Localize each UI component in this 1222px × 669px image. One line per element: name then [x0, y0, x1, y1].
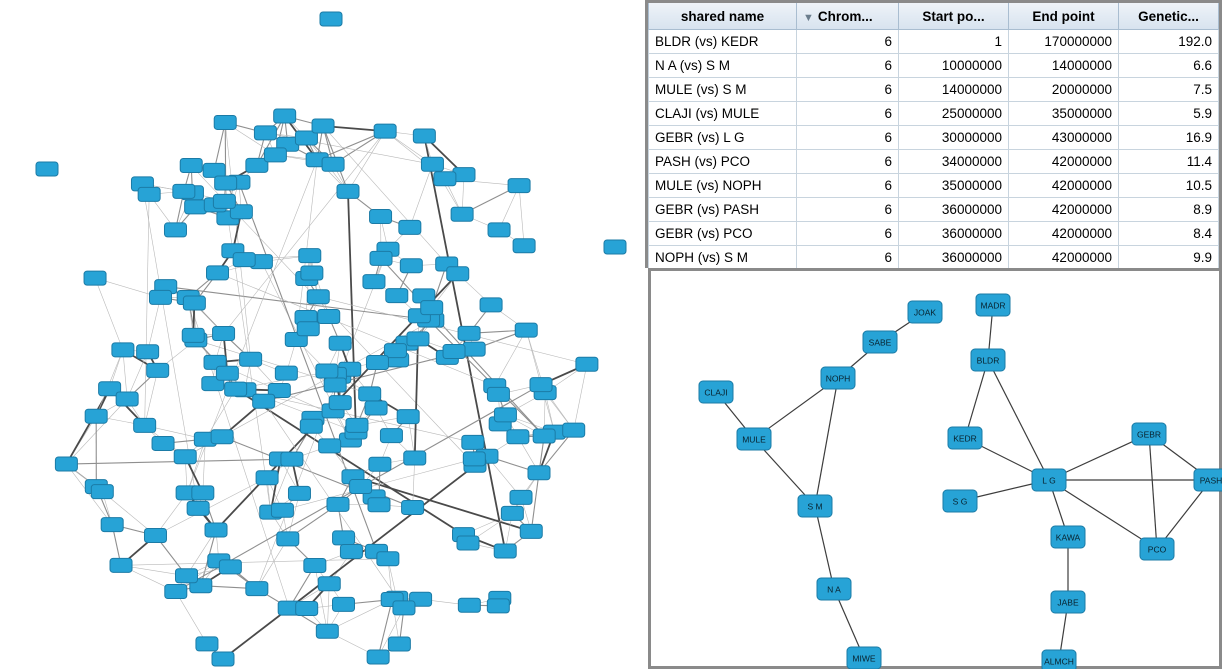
table-row[interactable]: [649, 150, 1219, 174]
cell-genetic[interactable]: 6.6: [1119, 54, 1219, 78]
subnetwork-node[interactable]: [1132, 423, 1166, 445]
subnetwork-node-label: L G: [1042, 475, 1056, 486]
subnetwork-node-shape[interactable]: [976, 294, 1010, 316]
cell-shared-name[interactable]: N A (vs) S M: [649, 54, 797, 78]
cell-chromosome[interactable]: 6: [797, 126, 899, 150]
subnetwork-node-shape[interactable]: [737, 428, 771, 450]
cell-chromosome[interactable]: 6: [797, 30, 899, 54]
cell-chromosome[interactable]: 6: [797, 78, 899, 102]
large-network-node[interactable]: [277, 532, 299, 546]
large-network-edge[interactable]: [145, 370, 158, 425]
large-network-node[interactable]: [312, 119, 334, 133]
large-network-edge[interactable]: [176, 592, 207, 644]
subnetwork-node[interactable]: [847, 647, 881, 669]
large-network-node[interactable]: [533, 429, 555, 443]
large-network-node[interactable]: [370, 251, 392, 265]
subnetwork-node[interactable]: [1051, 526, 1085, 548]
cell-start-point[interactable]: 1: [899, 30, 1009, 54]
large-network-node[interactable]: [91, 485, 113, 499]
large-network-node[interactable]: [322, 157, 344, 171]
large-network-node[interactable]: [225, 382, 247, 396]
cell-genetic[interactable]: 5.9: [1119, 102, 1219, 126]
subnetwork-node-label: MADR: [980, 300, 1006, 311]
subnetwork-nodes[interactable]: [699, 294, 1222, 669]
large-network-node[interactable]: [307, 290, 329, 304]
large-network-node[interactable]: [116, 392, 138, 406]
large-network-node[interactable]: [112, 343, 134, 357]
subnetwork-node-label: S G: [952, 496, 968, 507]
edge-table[interactable]: [648, 3, 1219, 270]
large-network-node[interactable]: [530, 378, 552, 392]
large-network-node[interactable]: [463, 342, 485, 356]
subnetwork-node-shape[interactable]: [699, 381, 733, 403]
large-network-node[interactable]: [101, 518, 123, 532]
large-network-node[interactable]: [400, 259, 422, 273]
large-network-node[interactable]: [367, 650, 389, 664]
large-network-node[interactable]: [458, 598, 480, 612]
subnetwork-node[interactable]: [1194, 469, 1222, 491]
subnetwork-node[interactable]: [1051, 591, 1085, 613]
large-network-node[interactable]: [324, 378, 346, 392]
large-network-node[interactable]: [487, 387, 509, 401]
large-network-node[interactable]: [297, 322, 319, 336]
large-network-edge[interactable]: [574, 364, 587, 430]
cell-genetic[interactable]: 11.4: [1119, 150, 1219, 174]
cell-shared-name[interactable]: NOPH (vs) S M: [649, 246, 797, 270]
subnetwork-node[interactable]: [1032, 469, 1066, 491]
large-network-node[interactable]: [216, 366, 238, 380]
large-network-node[interactable]: [36, 162, 58, 176]
subnetwork-node-label: KEDR: [953, 433, 977, 444]
large-network-node[interactable]: [165, 585, 187, 599]
large-network-node[interactable]: [213, 194, 235, 208]
cell-genetic[interactable]: 8.9: [1119, 198, 1219, 222]
cell-chromosome[interactable]: 6: [797, 150, 899, 174]
large-network-node[interactable]: [399, 220, 421, 234]
large-network-node[interactable]: [138, 187, 160, 201]
table-header-row: [649, 3, 1219, 30]
subnetwork-node[interactable]: [863, 331, 897, 353]
large-network-node[interactable]: [359, 387, 381, 401]
cell-start-point[interactable]: 30000000: [899, 126, 1009, 150]
large-network-node[interactable]: [318, 577, 340, 591]
large-network-node[interactable]: [299, 249, 321, 263]
large-network-node[interactable]: [388, 637, 410, 651]
large-network-node[interactable]: [320, 12, 342, 26]
large-network-node[interactable]: [147, 363, 169, 377]
large-network-node[interactable]: [149, 290, 171, 304]
filter-icon[interactable]: ▼: [803, 11, 814, 24]
large-network-node[interactable]: [182, 328, 204, 342]
large-network-node[interactable]: [407, 332, 429, 346]
cell-chromosome[interactable]: 6: [797, 102, 899, 126]
subnetwork-node-label: MULE: [742, 434, 766, 445]
large-network-node[interactable]: [137, 345, 159, 359]
subnetwork-edge[interactable]: [965, 360, 988, 438]
column-header-chromosome-label: Chrom...: [817, 8, 873, 24]
cell-genetic[interactable]: 16.9: [1119, 126, 1219, 150]
large-network-node[interactable]: [174, 450, 196, 464]
large-network-node[interactable]: [510, 490, 532, 504]
large-network-node[interactable]: [402, 500, 424, 514]
subnetwork-node-label: S M: [807, 501, 823, 512]
large-network-edge[interactable]: [348, 131, 385, 191]
large-network-node[interactable]: [333, 531, 355, 545]
large-network-node[interactable]: [363, 275, 385, 289]
cell-end-point[interactable]: 170000000: [1009, 30, 1119, 54]
large-network-node[interactable]: [196, 637, 218, 651]
subnetwork-node[interactable]: [699, 381, 733, 403]
cell-end-point[interactable]: 14000000: [1009, 54, 1119, 78]
subnetwork-node[interactable]: [943, 490, 977, 512]
cell-end-point[interactable]: 42000000: [1009, 150, 1119, 174]
table-row[interactable]: [649, 198, 1219, 222]
cell-chromosome[interactable]: 6: [797, 222, 899, 246]
cell-genetic[interactable]: 7.5: [1119, 78, 1219, 102]
subnetwork-node-shape[interactable]: [943, 490, 977, 512]
large-network-node[interactable]: [213, 327, 235, 341]
subnetwork-edge[interactable]: [815, 378, 838, 506]
large-network-node[interactable]: [233, 253, 255, 267]
large-network-node[interactable]: [187, 501, 209, 515]
subnetwork-view[interactable]: [648, 268, 1222, 669]
large-network-node[interactable]: [434, 172, 456, 186]
large-network-node[interactable]: [337, 184, 359, 198]
table-row[interactable]: [649, 222, 1219, 246]
table-row[interactable]: [649, 126, 1219, 150]
large-network-node[interactable]: [463, 452, 485, 466]
large-network-node[interactable]: [327, 497, 349, 511]
large-network-node[interactable]: [563, 423, 585, 437]
subnetwork-node-label: JOAK: [913, 307, 937, 318]
column-header-shared-name-label: shared name: [680, 8, 765, 24]
subnetwork-node-shape[interactable]: [798, 495, 832, 517]
large-network-node[interactable]: [576, 357, 598, 371]
large-network-node[interactable]: [281, 452, 303, 466]
large-network-node[interactable]: [366, 355, 388, 369]
large-network-node[interactable]: [203, 163, 225, 177]
large-network-node[interactable]: [443, 345, 465, 359]
large-network-node[interactable]: [274, 109, 296, 123]
cell-end-point[interactable]: 35000000: [1009, 102, 1119, 126]
large-network-node[interactable]: [319, 439, 341, 453]
large-network-node[interactable]: [451, 207, 473, 221]
cell-genetic[interactable]: 9.9: [1119, 246, 1219, 270]
large-network-node[interactable]: [296, 602, 318, 616]
large-network-node[interactable]: [253, 394, 275, 408]
cell-shared-name[interactable]: GEBR (vs) L G: [649, 126, 797, 150]
subnetwork-node[interactable]: [821, 367, 855, 389]
large-network-node[interactable]: [264, 148, 286, 162]
subnetwork-node[interactable]: [737, 428, 771, 450]
large-network-node[interactable]: [144, 529, 166, 543]
cell-start-point[interactable]: 36000000: [899, 246, 1009, 270]
cell-end-point[interactable]: 42000000: [1009, 198, 1119, 222]
large-network-node[interactable]: [380, 429, 402, 443]
cell-end-point[interactable]: 42000000: [1009, 222, 1119, 246]
subnetwork-edge[interactable]: [988, 360, 1049, 480]
subnetwork-node[interactable]: [908, 301, 942, 323]
subnetwork-node-shape[interactable]: [847, 647, 881, 669]
cell-start-point[interactable]: 36000000: [899, 222, 1009, 246]
table-row[interactable]: [649, 78, 1219, 102]
large-network-node[interactable]: [333, 597, 355, 611]
large-network-node[interactable]: [185, 200, 207, 214]
large-network-node[interactable]: [604, 240, 626, 254]
large-network-edge[interactable]: [225, 122, 250, 359]
large-network-node[interactable]: [288, 486, 310, 500]
large-network-node[interactable]: [275, 366, 297, 380]
subnetwork-node-label: ALMCH: [1044, 656, 1074, 667]
cell-start-point[interactable]: 35000000: [899, 174, 1009, 198]
large-network-node[interactable]: [350, 480, 372, 494]
subnetwork-node-label: NOPH: [825, 373, 851, 384]
large-network-node[interactable]: [205, 523, 227, 537]
large-network-node[interactable]: [152, 436, 174, 450]
subnetwork-node-label: BLDR: [976, 355, 1000, 366]
large-network-node[interactable]: [413, 129, 435, 143]
cell-end-point[interactable]: 42000000: [1009, 174, 1119, 198]
large-network-node[interactable]: [520, 524, 542, 538]
large-network-node[interactable]: [421, 301, 443, 315]
large-network-node[interactable]: [240, 352, 262, 366]
column-header-genetic-label: Genetic...: [1138, 8, 1199, 24]
subnetwork-node[interactable]: [1140, 538, 1174, 560]
large-network-node[interactable]: [462, 435, 484, 449]
large-network-node[interactable]: [393, 601, 415, 615]
large-network-node[interactable]: [457, 536, 479, 550]
subnetwork-node-label: KAWA: [1055, 532, 1081, 543]
subnetwork-node[interactable]: [798, 495, 832, 517]
subnetwork-node-label: GEBR: [1136, 429, 1162, 440]
subnetwork-node-shape[interactable]: [817, 578, 851, 600]
large-network-node[interactable]: [212, 652, 234, 666]
large-network-node[interactable]: [175, 569, 197, 583]
large-network-node[interactable]: [386, 289, 408, 303]
large-network-node[interactable]: [271, 503, 293, 517]
cell-chromosome[interactable]: 6: [797, 54, 899, 78]
large-network-node[interactable]: [369, 457, 391, 471]
large-network-node[interactable]: [180, 159, 202, 173]
large-network-node[interactable]: [368, 498, 390, 512]
subnetwork-node-label: MIWE: [852, 653, 876, 664]
large-network-edge[interactable]: [519, 186, 524, 246]
subnetwork-node-shape[interactable]: [1051, 591, 1085, 613]
table-row[interactable]: [649, 30, 1219, 54]
subnetwork-node-shape[interactable]: [1140, 538, 1174, 560]
subnetwork-node-label: N A: [827, 584, 841, 595]
large-network-node[interactable]: [384, 344, 406, 358]
large-network-node[interactable]: [301, 266, 323, 280]
large-network-node[interactable]: [55, 457, 77, 471]
subnetwork-node-shape[interactable]: [971, 349, 1005, 371]
subnetwork-canvas[interactable]: [651, 271, 1222, 667]
subnetwork-node[interactable]: [1042, 650, 1076, 669]
cell-chromosome[interactable]: 6: [797, 198, 899, 222]
large-network-node[interactable]: [207, 266, 229, 280]
cell-shared-name[interactable]: MULE (vs) S M: [649, 78, 797, 102]
column-header-shared-name[interactable]: [649, 3, 797, 30]
large-network-node[interactable]: [346, 418, 368, 432]
subnetwork-edge[interactable]: [1149, 434, 1157, 549]
subnetwork-node-shape[interactable]: [1194, 469, 1222, 491]
large-network-node[interactable]: [340, 545, 362, 559]
large-network-nodes[interactable]: [36, 12, 626, 666]
cell-shared-name[interactable]: CLAJI (vs) MULE: [649, 102, 797, 126]
large-network-node[interactable]: [329, 396, 351, 410]
large-network-edge[interactable]: [495, 330, 526, 386]
cell-end-point[interactable]: 20000000: [1009, 78, 1119, 102]
cell-start-point[interactable]: 34000000: [899, 150, 1009, 174]
column-header-chromosome[interactable]: [797, 3, 899, 30]
cell-genetic[interactable]: 8.4: [1119, 222, 1219, 246]
column-header-start-point[interactable]: [899, 3, 1009, 30]
subnetwork-node-shape[interactable]: [948, 427, 982, 449]
large-network-node[interactable]: [173, 184, 195, 198]
subnetwork-edge[interactable]: [815, 506, 834, 589]
large-network-node[interactable]: [494, 408, 516, 422]
subnetwork-node-shape[interactable]: [863, 331, 897, 353]
large-network-node[interactable]: [246, 582, 268, 596]
large-network-node[interactable]: [507, 430, 529, 444]
large-network-node[interactable]: [508, 179, 530, 193]
subnetwork-node[interactable]: [971, 349, 1005, 371]
subnetwork-node-label: PCO: [1147, 544, 1167, 555]
large-network-node[interactable]: [300, 419, 322, 433]
large-network-node[interactable]: [134, 418, 156, 432]
large-network-node[interactable]: [501, 506, 523, 520]
large-network-edge[interactable]: [145, 194, 150, 425]
subnetwork-node-shape[interactable]: [821, 367, 855, 389]
large-network-node[interactable]: [164, 223, 186, 237]
large-network-node[interactable]: [304, 559, 326, 573]
table-row[interactable]: [649, 246, 1219, 270]
large-network-node[interactable]: [211, 430, 233, 444]
cell-end-point[interactable]: 43000000: [1009, 126, 1119, 150]
cell-genetic[interactable]: 192.0: [1119, 30, 1219, 54]
large-network-node[interactable]: [458, 326, 480, 340]
large-network-node[interactable]: [397, 410, 419, 424]
large-network-edge[interactable]: [415, 339, 418, 458]
column-header-end-point-label: End point: [1032, 8, 1095, 24]
large-network-node[interactable]: [513, 239, 535, 253]
large-network-node[interactable]: [377, 552, 399, 566]
large-network-node[interactable]: [480, 298, 502, 312]
cell-shared-name[interactable]: GEBR (vs) PASH: [649, 198, 797, 222]
table-body[interactable]: [649, 30, 1219, 270]
large-network-node[interactable]: [192, 486, 214, 500]
large-network-node[interactable]: [329, 336, 351, 350]
large-network-node[interactable]: [219, 560, 241, 574]
cell-genetic[interactable]: 10.5: [1119, 174, 1219, 198]
edge-attribute-table-panel[interactable]: [645, 0, 1222, 268]
column-header-genetic[interactable]: [1119, 3, 1219, 30]
cell-shared-name[interactable]: PASH (vs) PCO: [649, 150, 797, 174]
cell-shared-name[interactable]: GEBR (vs) PCO: [649, 222, 797, 246]
large-network-node[interactable]: [515, 323, 537, 337]
large-network-node[interactable]: [254, 126, 276, 140]
subnetwork-node[interactable]: [948, 427, 982, 449]
large-network-node[interactable]: [494, 544, 516, 558]
subnetwork-node-shape[interactable]: [1132, 423, 1166, 445]
subnetwork-node-label: SABE: [868, 337, 892, 348]
large-network-edge[interactable]: [95, 278, 123, 350]
large-network-node[interactable]: [215, 176, 237, 190]
subnetwork-node[interactable]: [817, 578, 851, 600]
large-network-node[interactable]: [528, 466, 550, 480]
large-network-edge[interactable]: [410, 164, 433, 227]
large-network-node[interactable]: [318, 310, 340, 324]
cell-start-point[interactable]: 36000000: [899, 198, 1009, 222]
subnetwork-node-shape[interactable]: [908, 301, 942, 323]
large-network-node[interactable]: [421, 157, 443, 171]
large-network-node[interactable]: [374, 124, 396, 138]
cell-shared-name[interactable]: MULE (vs) NOPH: [649, 174, 797, 198]
cell-shared-name[interactable]: BLDR (vs) KEDR: [649, 30, 797, 54]
subnetwork-node-shape[interactable]: [1032, 469, 1066, 491]
large-network-node[interactable]: [84, 271, 106, 285]
large-network-node[interactable]: [316, 624, 338, 638]
large-network-edge[interactable]: [306, 256, 310, 318]
large-network-node[interactable]: [404, 451, 426, 465]
large-network-node[interactable]: [488, 223, 510, 237]
cell-start-point[interactable]: 10000000: [899, 54, 1009, 78]
large-network-node[interactable]: [447, 267, 469, 281]
large-network-node[interactable]: [256, 471, 278, 485]
cell-start-point[interactable]: 25000000: [899, 102, 1009, 126]
subnetwork-node-label: JABE: [1057, 597, 1079, 608]
table-row[interactable]: [649, 174, 1219, 198]
large-network-node[interactable]: [85, 409, 107, 423]
cell-chromosome[interactable]: 6: [797, 174, 899, 198]
subnetwork-node[interactable]: [976, 294, 1010, 316]
subnetwork-node-label: PASH: [1199, 475, 1222, 486]
large-network-node[interactable]: [365, 401, 387, 415]
large-network-node[interactable]: [316, 364, 338, 378]
cell-start-point[interactable]: 14000000: [899, 78, 1009, 102]
large-network-node[interactable]: [487, 599, 509, 613]
cell-chromosome[interactable]: 6: [797, 246, 899, 270]
large-network-edge[interactable]: [148, 297, 161, 351]
subnetwork-node-shape[interactable]: [1051, 526, 1085, 548]
large-network-node[interactable]: [183, 296, 205, 310]
subnetwork-node-shape[interactable]: [1042, 650, 1076, 669]
table-row[interactable]: [649, 102, 1219, 126]
large-network-node[interactable]: [110, 558, 132, 572]
cell-end-point[interactable]: 42000000: [1009, 246, 1119, 270]
table-row[interactable]: [649, 54, 1219, 78]
large-network-node[interactable]: [370, 210, 392, 224]
large-network-node[interactable]: [214, 115, 236, 129]
column-header-end-point[interactable]: [1009, 3, 1119, 30]
column-header-start-point-label: Start po...: [922, 8, 985, 24]
subnetwork-node-label: CLAJI: [704, 387, 728, 398]
